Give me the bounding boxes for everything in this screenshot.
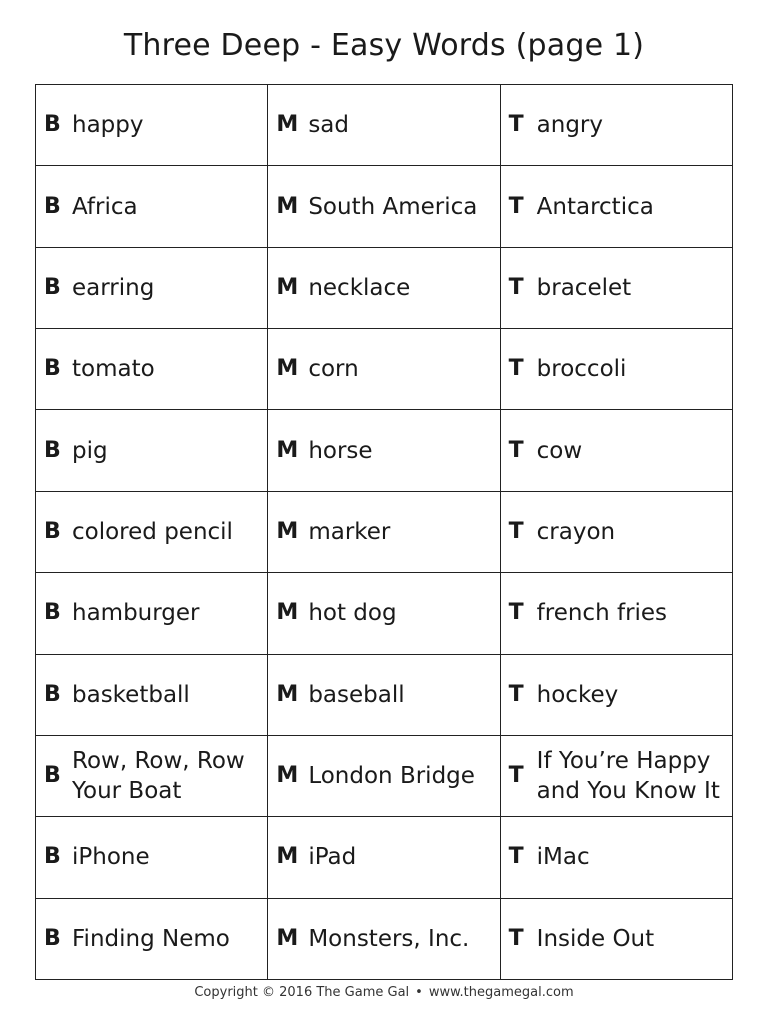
- bottom-word-cell: [36, 898, 268, 979]
- middle-word: South America: [308, 193, 478, 220]
- word-row: [36, 85, 733, 166]
- bottom-word: colored pencil: [72, 518, 233, 545]
- top-word-entry: [509, 248, 732, 328]
- top-letter: T: [508, 763, 524, 789]
- bottom-word-entry: [44, 899, 267, 979]
- middle-word-entry: [276, 166, 499, 246]
- middle-word-entry: [276, 492, 499, 572]
- top-word-entry: [509, 410, 732, 490]
- middle-letter: M: [276, 600, 299, 626]
- bottom-word-cell: [36, 735, 268, 816]
- top-word-entry: [509, 492, 732, 572]
- bottom-word: happy: [72, 112, 144, 139]
- word-grid: [35, 84, 733, 980]
- top-word: crayon: [536, 518, 616, 545]
- bottom-word-entry: [44, 166, 267, 246]
- word-row: [36, 654, 733, 735]
- top-word-cell: [500, 329, 732, 410]
- website-link[interactable]: www.thegamegal.com: [428, 985, 574, 1000]
- middle-letter: M: [276, 681, 299, 707]
- middle-letter: M: [276, 763, 299, 789]
- top-letter: T: [508, 437, 524, 463]
- middle-word-cell: [268, 85, 500, 166]
- bottom-word-cell: [36, 410, 268, 491]
- top-letter: T: [508, 844, 524, 870]
- word-row: [36, 410, 733, 491]
- bottom-word: Africa: [72, 193, 138, 220]
- top-letter: T: [508, 925, 524, 951]
- middle-word: baseball: [308, 681, 405, 708]
- bottom-letter: B: [44, 356, 61, 382]
- middle-letter: M: [276, 356, 299, 382]
- bottom-letter: B: [44, 763, 61, 789]
- bottom-letter: B: [44, 112, 61, 138]
- copyright-text: Copyright © 2016 The Game Gal: [194, 985, 410, 1000]
- middle-word-cell: [268, 166, 500, 247]
- word-row: [36, 166, 733, 247]
- top-word: angry: [536, 112, 603, 139]
- word-row: [36, 247, 733, 328]
- top-word-cell: [500, 573, 732, 654]
- middle-word: Monsters, Inc.: [308, 925, 470, 952]
- bottom-word: Finding Nemo: [72, 925, 230, 952]
- bottom-word-entry: [44, 329, 267, 409]
- top-word-entry: [509, 736, 732, 816]
- footer-separator: •: [415, 985, 423, 1000]
- bottom-letter: B: [44, 844, 61, 870]
- top-word: french fries: [536, 600, 668, 627]
- bottom-letter: B: [44, 437, 61, 463]
- bottom-word-cell: [36, 166, 268, 247]
- middle-word-entry: [276, 817, 499, 897]
- bottom-word-entry: [44, 492, 267, 572]
- bottom-letter: B: [44, 193, 61, 219]
- bottom-word: pig: [72, 437, 108, 464]
- word-row: [36, 817, 733, 898]
- middle-word: marker: [308, 518, 391, 545]
- middle-word-entry: [276, 248, 499, 328]
- bottom-word: earring: [72, 274, 155, 301]
- top-word: hockey: [536, 681, 619, 708]
- top-word-entry: [509, 655, 732, 735]
- bottom-letter: B: [44, 925, 61, 951]
- middle-word-cell: [268, 735, 500, 816]
- middle-letter: M: [276, 193, 299, 219]
- middle-word: horse: [308, 437, 373, 464]
- footer: [0, 985, 768, 1000]
- middle-word: iPad: [308, 844, 357, 871]
- top-word-cell: [500, 735, 732, 816]
- bottom-word-cell: [36, 329, 268, 410]
- middle-word-entry: [276, 85, 499, 165]
- top-word-entry: [509, 573, 732, 653]
- top-word-cell: [500, 247, 732, 328]
- middle-word-cell: [268, 410, 500, 491]
- top-word: cow: [536, 437, 583, 464]
- word-row: [36, 735, 733, 816]
- top-word-cell: [500, 85, 732, 166]
- top-word-entry: [509, 899, 732, 979]
- top-letter: T: [508, 600, 524, 626]
- middle-word: London Bridge: [308, 763, 475, 790]
- top-word-entry: [509, 85, 732, 165]
- top-word-cell: [500, 166, 732, 247]
- bottom-word: hamburger: [72, 600, 200, 627]
- middle-word-entry: [276, 573, 499, 653]
- bottom-word: iPhone: [72, 844, 150, 871]
- bottom-word-entry: [44, 736, 267, 816]
- bottom-word-cell: [36, 247, 268, 328]
- word-row: [36, 898, 733, 979]
- middle-word-entry: [276, 655, 499, 735]
- bottom-letter: B: [44, 681, 61, 707]
- bottom-word-entry: [44, 573, 267, 653]
- page-title: Three Deep - Easy Words (page 1): [123, 28, 645, 63]
- bottom-word-cell: [36, 817, 268, 898]
- bottom-word: basketball: [72, 681, 190, 708]
- word-row: [36, 491, 733, 572]
- top-word-cell: [500, 410, 732, 491]
- bottom-word-entry: [44, 655, 267, 735]
- middle-word: corn: [308, 356, 359, 383]
- bottom-word-cell: [36, 573, 268, 654]
- bottom-word-entry: [44, 248, 267, 328]
- top-letter: T: [508, 193, 524, 219]
- word-row: [36, 329, 733, 410]
- top-word: Inside Out: [536, 925, 655, 952]
- top-letter: T: [508, 112, 524, 138]
- middle-word: sad: [308, 112, 350, 139]
- middle-letter: M: [276, 925, 299, 951]
- middle-word-entry: [276, 899, 499, 979]
- top-letter: T: [508, 274, 524, 300]
- top-word-cell: [500, 898, 732, 979]
- middle-letter: M: [276, 274, 299, 300]
- middle-word-entry: [276, 410, 499, 490]
- middle-word-cell: [268, 817, 500, 898]
- top-word: iMac: [536, 844, 590, 871]
- top-word-entry: [509, 329, 732, 409]
- word-grid-body: [36, 85, 733, 980]
- top-letter: T: [508, 356, 524, 382]
- top-word: broccoli: [536, 356, 627, 383]
- middle-letter: M: [276, 112, 299, 138]
- middle-letter: M: [276, 518, 299, 544]
- middle-letter: M: [276, 844, 299, 870]
- bottom-word-entry: [44, 817, 267, 897]
- top-letter: T: [508, 518, 524, 544]
- top-word-entry: [509, 166, 732, 246]
- bottom-letter: B: [44, 518, 61, 544]
- middle-word: hot dog: [308, 600, 397, 627]
- bottom-word-entry: [44, 85, 267, 165]
- middle-word: necklace: [308, 274, 411, 301]
- top-word-cell: [500, 491, 732, 572]
- bottom-word-entry: [44, 410, 267, 490]
- middle-word-cell: [268, 573, 500, 654]
- top-word: Antarctica: [536, 193, 654, 220]
- word-row: [36, 573, 733, 654]
- middle-word-cell: [268, 654, 500, 735]
- middle-word-cell: [268, 898, 500, 979]
- middle-word-cell: [268, 491, 500, 572]
- bottom-word-cell: [36, 491, 268, 572]
- middle-letter: M: [276, 437, 299, 463]
- top-word: If You’re Happy and You Know It: [536, 748, 720, 805]
- middle-word-cell: [268, 329, 500, 410]
- top-word-entry: [509, 817, 732, 897]
- bottom-word-cell: [36, 85, 268, 166]
- bottom-word: tomato: [72, 356, 155, 383]
- top-letter: T: [508, 681, 524, 707]
- bottom-word: Row, Row, Row Your Boat: [72, 748, 245, 805]
- bottom-letter: B: [44, 600, 61, 626]
- middle-word-cell: [268, 247, 500, 328]
- bottom-word-cell: [36, 654, 268, 735]
- middle-word-entry: [276, 329, 499, 409]
- top-word-cell: [500, 817, 732, 898]
- top-word: bracelet: [536, 274, 632, 301]
- top-word-cell: [500, 654, 732, 735]
- middle-word-entry: [276, 736, 499, 816]
- bottom-letter: B: [44, 274, 61, 300]
